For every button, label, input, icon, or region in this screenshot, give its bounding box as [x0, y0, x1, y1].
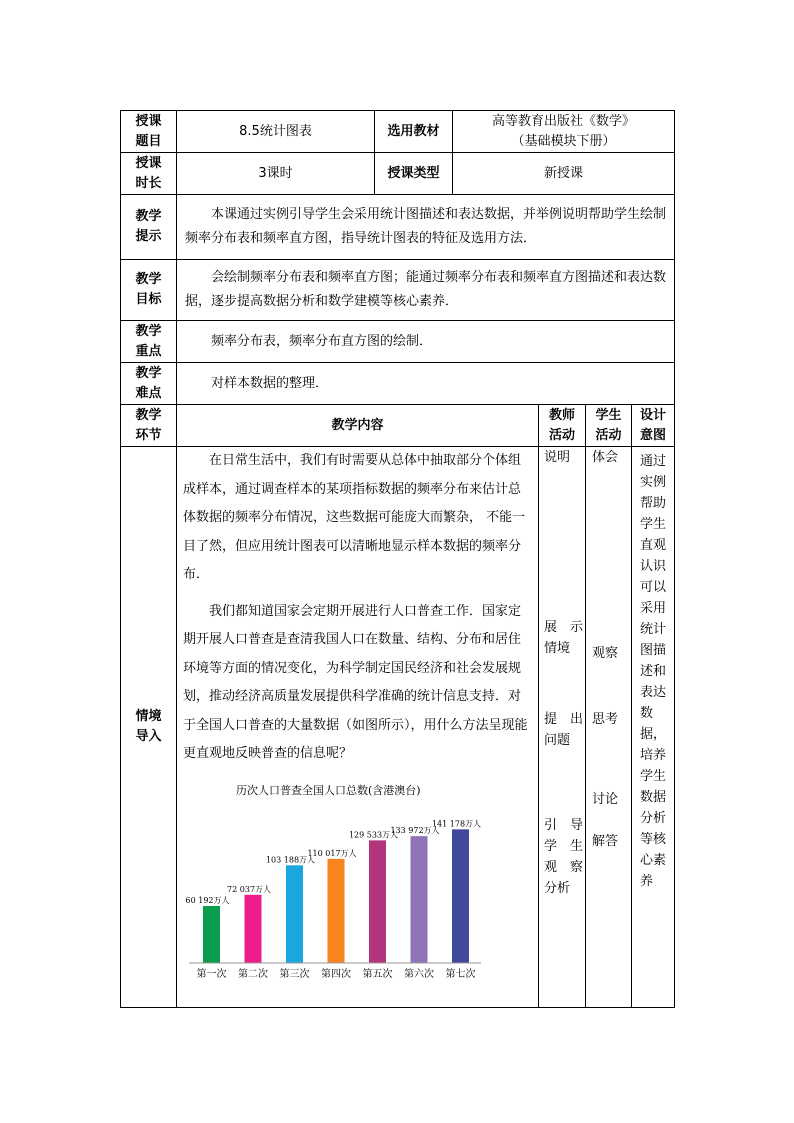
- key-label: 教学 重点: [121, 321, 177, 363]
- teacher-activity-item: 说明: [544, 450, 571, 465]
- key-text: 频率分布表，频率分布直方图的绘制．: [177, 321, 675, 363]
- intro-content: [177, 447, 539, 1008]
- student-activity-item: 体会: [592, 450, 619, 465]
- intro-paragraph-1: 在日常生活中，我们有时需要从总体中抽取部分个体组成样本，通过调查样本的某项指标数据的频率分布来估计总体数据的频率分布情况，这些数据可能庞大而繁杂， 不能一目了然，但应用统计图表可以清晰地显示样本数据的频率分布．: [183, 453, 526, 582]
- column-stage: 教学 环节: [121, 405, 177, 447]
- column-student: 学生 活动: [586, 405, 632, 447]
- duration-label: 授课 时长: [121, 153, 177, 195]
- student-activities: [586, 447, 632, 1008]
- column-teacher: 教师 活动: [539, 405, 586, 447]
- hint-label: 教学 提示: [121, 195, 177, 260]
- textbook-line2: （基础模块下册）: [511, 133, 616, 149]
- teacher-activity-item: 展 示 情境: [544, 620, 584, 656]
- chart-category-label: 第七次: [445, 968, 476, 980]
- chart-data-label: 141 178万人: [431, 818, 481, 828]
- column-content: 教学内容: [177, 405, 539, 447]
- design-intent: [632, 447, 675, 1008]
- student-activity-item: 解答: [592, 834, 619, 849]
- student-activity-item: 观察: [592, 646, 619, 661]
- student-activity-item: 思考: [592, 712, 619, 727]
- intro-stage-label: 情境 导入: [121, 447, 177, 1008]
- chart-category-label: 第五次: [362, 968, 393, 980]
- chart-category-label: 第三次: [279, 968, 310, 980]
- chart-title: 历次人口普查全国人口总数(含港澳台): [236, 783, 421, 797]
- type-value: 新授课: [453, 153, 675, 195]
- topic-value: 8.5统计图表: [177, 111, 375, 153]
- chart-category-label: 第六次: [404, 968, 434, 980]
- chart-category-label: 第一次: [196, 968, 227, 980]
- chart-bar: [369, 840, 386, 963]
- duration-value: 3课时: [177, 153, 375, 195]
- chart-bar: [203, 906, 220, 963]
- goal-label: 教学 目标: [121, 260, 177, 321]
- population-chart: [177, 781, 538, 998]
- lesson-plan: [120, 110, 674, 1009]
- intro-paragraph-2: 我们都知道国家会定期开展进行人口普查工作．国家定期开展人口普查是查清我国人口在数量、结构、分布和居住环境等方面的情况变化，为科学制定国民经济和社会发展规划，推动经济高质量发展提供科学准确的统计信息支持．对于全国人口普查的大量数据（如图所示），用什么方法呈现能更直观地反映普查的信息呢？: [183, 603, 528, 761]
- chart-category-label: 第四次: [321, 968, 351, 980]
- topic-label: 授课 题目: [121, 111, 177, 153]
- textbook-label: 选用教材: [375, 111, 453, 153]
- teacher-activities: [539, 447, 586, 1008]
- textbook-value: [453, 111, 675, 153]
- chart-bar: [452, 829, 469, 963]
- chart-data-label: 60 192万人: [185, 895, 230, 905]
- difficulty-label: 教学 难点: [121, 363, 177, 405]
- column-design: 设计 意图: [632, 405, 675, 447]
- chart-data-label: 133 972万人: [390, 825, 440, 835]
- chart-data-label: 72 037万人: [227, 884, 271, 894]
- chart-bar: [328, 858, 345, 962]
- chart-category-label: 第二次: [238, 968, 268, 980]
- hint-text: 本课通过实例引导学生会采用统计图描述和表达数据，并举例说明帮助学生绘制频率分布表和频率直方图，指导统计图表的特征及选用方法．: [177, 195, 675, 260]
- goal-text: 会绘制频率分布表和频率直方图；能通过频率分布表和频率直方图描述和表达数据，逐步提高数据分析和数学建模等核心素养．: [177, 260, 675, 321]
- textbook-line1: 高等教育出版社《数学》: [492, 113, 636, 129]
- difficulty-text: 对样本数据的整理．: [177, 363, 675, 405]
- chart-data-label: 110 017万人: [307, 848, 357, 858]
- teacher-activity-item: 提 出 问题: [544, 712, 584, 748]
- chart-data-label: 103 188万人: [265, 854, 316, 864]
- chart-data-label: 129 533万人: [348, 829, 399, 839]
- student-activity-item: 讨论: [592, 792, 619, 807]
- chart-svg: [181, 801, 481, 991]
- teacher-activity-item: 引 导 学 生 观 察 分析: [544, 818, 584, 896]
- chart-bar: [411, 836, 428, 963]
- type-label: 授课类型: [375, 153, 453, 195]
- lesson-table: [120, 110, 675, 1008]
- design-text: 通过实例帮助学生直观认识可以采用统计图描述和表达数据，培养学生数据分析等核心素养: [640, 454, 667, 889]
- chart-bar: [245, 894, 262, 962]
- chart-bar: [286, 865, 303, 963]
